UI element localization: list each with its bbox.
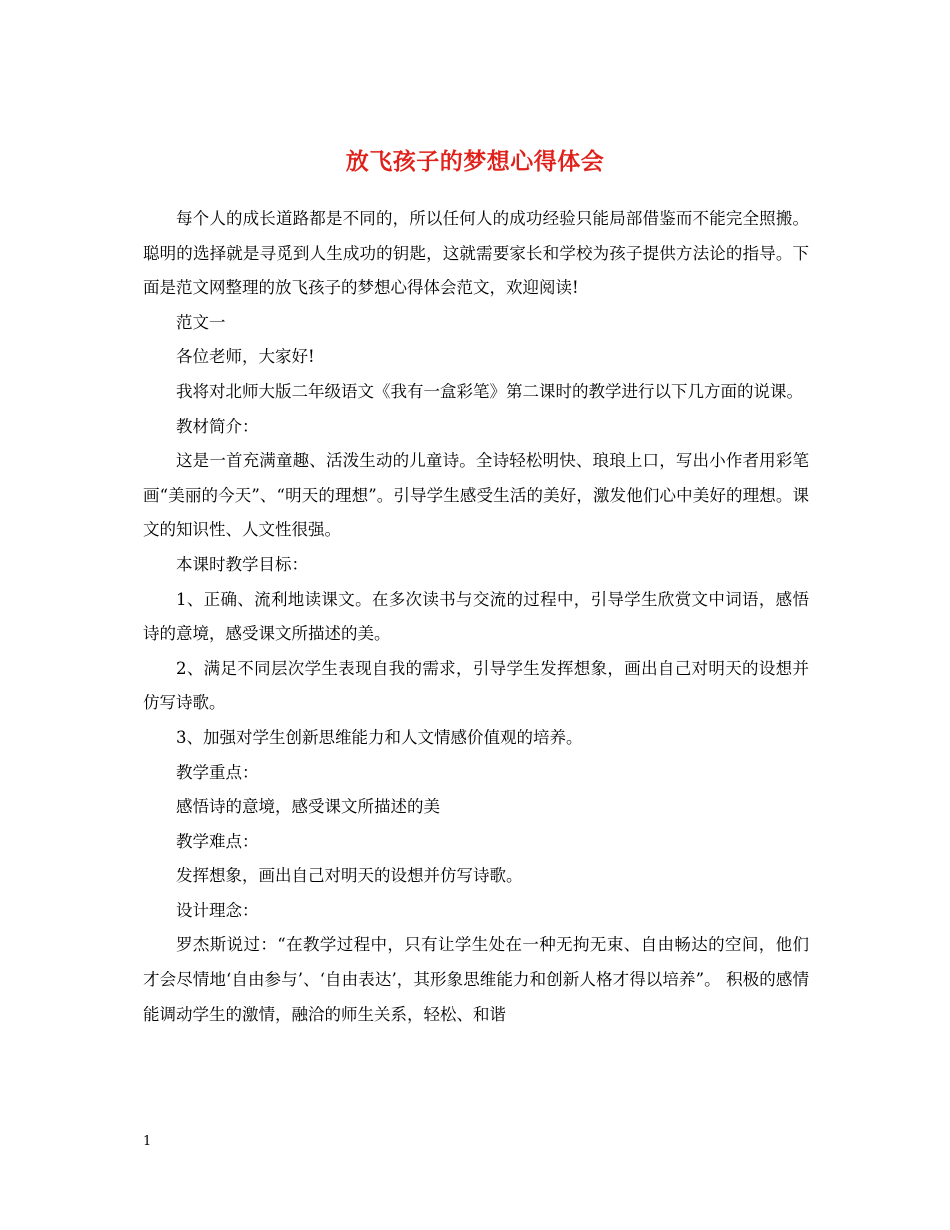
paragraph-material-text: 这是一首充满童趣、活泼生动的儿童诗。全诗轻松明快、琅琅上口，写出小作者用彩笔画“美丽的今天”、“明天的理想”。引导学生感受生活的美好，激发他们心中美好的理想。课文的知识性、人文性很强。 xyxy=(143,451,809,540)
paragraph-heading-material: 教材简介： xyxy=(176,416,259,436)
page-number: 1 xyxy=(143,1134,152,1149)
paragraph-heading-difficulties: 教学难点： xyxy=(176,831,259,851)
paragraph-intro: 每个人的成长道路都是不同的，所以任何人的成功经验只能局部借鉴而不能完全照搬。聪明的选择就是寻觅到人生成功的钥匙，这就需要家长和学校为孩子提供方法论的指导。下面是范文网整理的放飞孩子的梦想心得体会范文，欢迎阅读! xyxy=(143,209,809,298)
paragraph-objective-2: 2、满足不同层次学生表现自我的需求，引导学生发挥想象，画出自己对明天的设想并仿写诗歌。 xyxy=(143,658,809,713)
paragraph-greeting: 各位老师，大家好! xyxy=(176,347,315,367)
paragraph-heading-design-concept: 设计理念： xyxy=(176,900,259,920)
paragraph-objective-1: 1、正确、流利地读课文。在多次读书与交流的过程中，引导学生欣赏文中词语，感悟诗的意境，感受课文所描述的美。 xyxy=(143,589,809,644)
paragraph-heading-key-points: 教学重点： xyxy=(176,762,259,782)
paragraph-lesson-intro: 我将对北师大版二年级语文《我有一盒彩笔》第二课时的教学进行以下几方面的说课。 xyxy=(176,381,803,401)
document-title: 放飞孩子的梦想心得体会 xyxy=(345,148,605,176)
paragraph-heading-objectives: 本课时教学目标： xyxy=(176,554,308,574)
paragraph-design-concept-text: 罗杰斯说过：“在教学过程中，只有让学生处在一种无拘无束、自由畅达的空间，他们才会尽情地‘自由参与’、‘自由表达’，其形象思维能力和创新人格才得以培养”。 积极的感情能调动学生的激情，融洽的师生关系，轻松、和谐 xyxy=(143,935,809,1024)
paragraph-key-points-text: 感悟诗的意境，感受课文所描述的美 xyxy=(176,797,440,817)
paragraph-difficulties-text: 发挥想象，画出自己对明天的设想并仿写诗歌。 xyxy=(176,866,523,886)
paragraph-heading-sample-one: 范文一 xyxy=(176,312,226,332)
paragraph-objective-3: 3、加强对学生创新思维能力和人文情感价值观的培养。 xyxy=(176,727,583,747)
document-body xyxy=(143,202,809,1032)
